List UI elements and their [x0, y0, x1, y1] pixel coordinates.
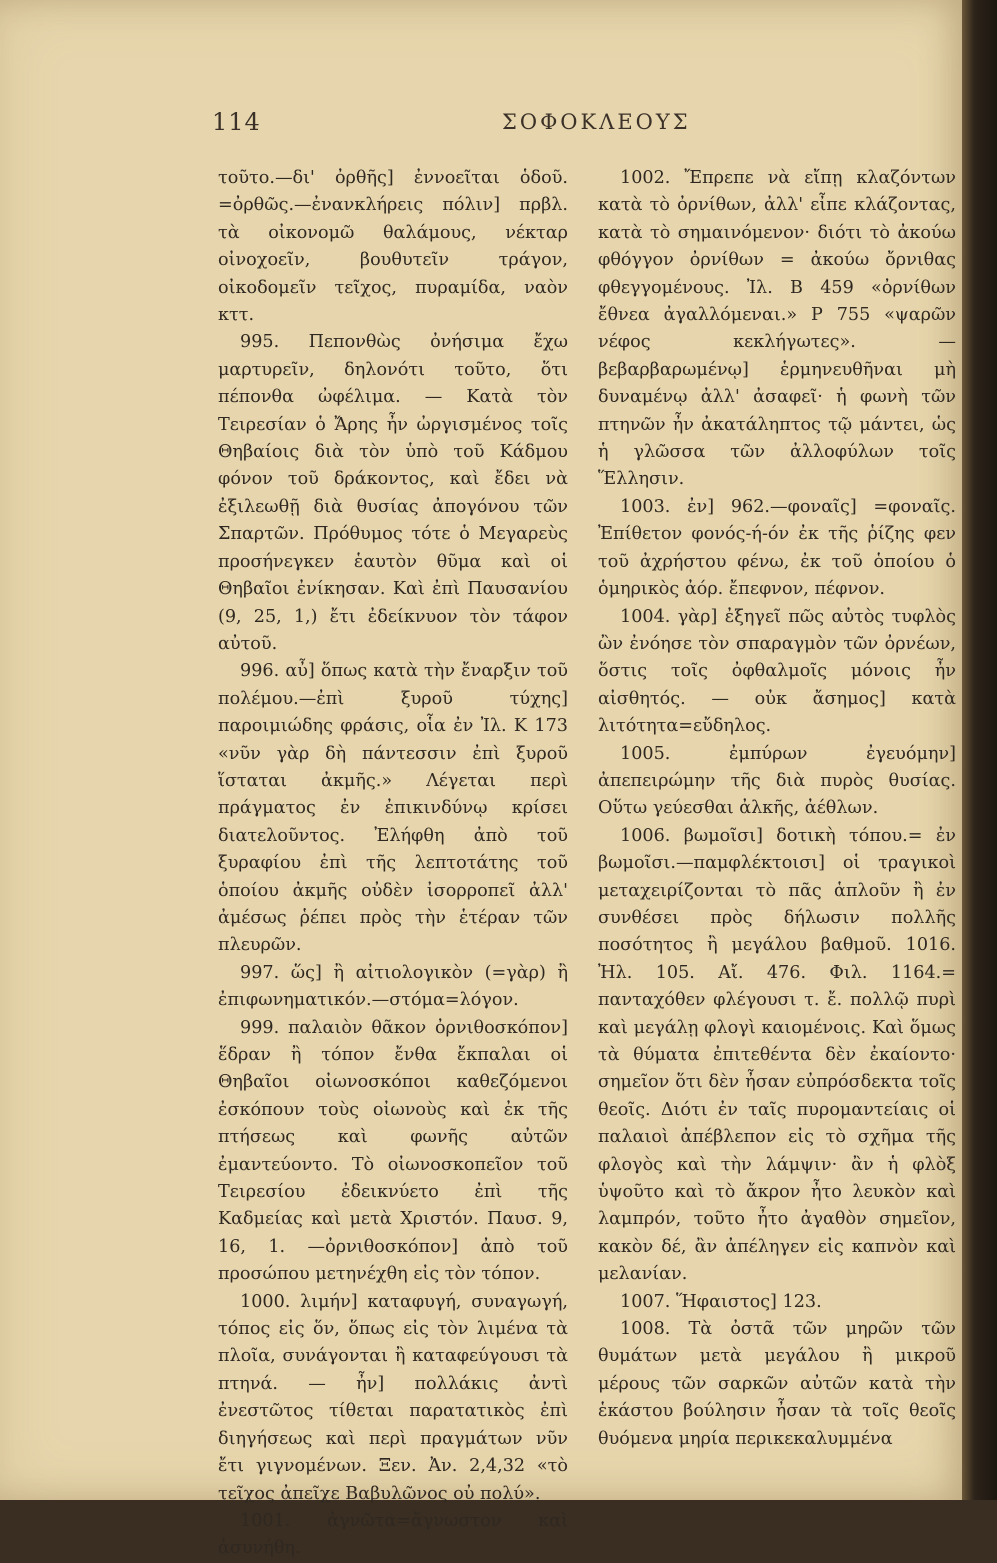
commentary-paragraph: 996. αὖ] ὅπως κατὰ τὴν ἔναρξιν τοῦ πολέμου.—ἐπὶ ξυροῦ τύχης] παροιμιώδης φράσις, οἷα ἐν Ἰλ. Κ 173 «νῦν γὰρ δὴ πάντεσσιν ἐπὶ ξυροῦ ἵσταται ἀκμῆς.» Λέγεται περὶ πράγματος ἐν ἐπικινδύνῳ κρίσει διατελοῦντος. Ἐλήφθη ἀπὸ τοῦ ξυραφίου ἐπὶ τῆς λεπτοτάτης τοῦ ὁποίου ἀκμῆς οὐδὲν ἰσορροπεῖ ἀλλ' ἀμέσως ῥέπει πρὸς τὴν ἑτέραν τῶν πλευρῶν.: [218, 661, 568, 956]
commentary-paragraph: 999. παλαιὸν θᾶκον ὀρνιθοσκόπον] ἕδραν ἢ τόπον ἔνθα ἔκπαλαι οἱ Θηβαῖοι οἰωνοσκόποι καθεζόμενοι ἐσκόπουν τοὺς οἰωνοὺς καὶ ἐκ τῆς πτήσεως καὶ φωνῆς αὐτῶν ἐμαντεύοντο. Τὸ οἰωνοσκοπεῖον τοῦ Τειρεσίου ἐδεικνύετο ἐπὶ τῆς Καδμείας καὶ μετὰ Χριστόν. Παυσ. 9, 16, 1. —ὀρνιθοσκόπον] ἀπὸ τοῦ προσώπου μετηνέχθη εἰς τὸν τόπον.: [218, 1017, 568, 1285]
book-spine-edge: [962, 0, 997, 1500]
commentary-paragraph: 1005. ἐμπύρων ἐγευόμην] ἀπεπειρώμην τῆς διὰ πυρὸς θυσίας. Οὕτω γεύεσθαι ἀλκῆς, ἀέθλων.: [598, 743, 956, 819]
left-column: [218, 165, 568, 1563]
commentary-paragraph: 997. ὥς] ἢ αἰτιολογικὸν (=γὰρ) ἢ ἐπιφωνηματικόν.—στόμα=λόγον.: [218, 962, 568, 1011]
commentary-paragraph: 1003. ἐν] 962.—φοναῖς] =φοναῖς. Ἐπίθετον φονός-ή-όν ἐκ τῆς ῥίζης φεν τοῦ ἀχρήστου φένω, ἐκ τοῦ ὁποίου ὁ ὁμηρικὸς ἀόρ. ἔπεφνον, πέφνον.: [598, 496, 956, 600]
commentary-paragraph: 1007. Ἥφαιστος] 123.: [620, 1291, 822, 1312]
running-title: ΣΟΦΟΚΛΕΟΥΣ: [502, 110, 691, 134]
commentary-paragraph: 1004. γὰρ] ἐξηγεῖ πῶς αὐτὸς τυφλὸς ὢν ἐνόησε τὸν σπαραγμὸν τῶν ὀρνέων, ὅστις τοῖς ὀφθαλμοῖς μόνοις ἦν αἰσθητός. — οὐκ ἄσημος] κατὰ λιτότητα=εὔδηλος.: [598, 606, 956, 737]
commentary-paragraph: 995. Πεπονθὼς ὀνήσιμα ἔχω μαρτυρεῖν, δηλονότι τοῦτο, ὅτι πέπονθα ὠφέλιμα. — Κατὰ τὸν Τειρεσίαν ὁ Ἄρης ἦν ὠργισμένος τοῖς Θηβαίοις διὰ τὸν ὑπὸ τοῦ Κάδμου φόνον τοῦ δράκοντος, καὶ ἔδει νὰ ἐξιλεωθῇ διὰ θυσίας ἀπογόνου τῶν Σπαρτῶν. Πρόθυμος τότε ὁ Μεγαρεὺς προσήνεγκεν ἑαυτὸν θῦμα καὶ οἱ Θηβαῖοι ἐνίκησαν. Καὶ ἐπὶ Παυσανίου (9, 25, 1,) ἔτι ἐδείκνυον τὸν τάφον αὐτοῦ.: [218, 332, 568, 654]
commentary-paragraph: 1000. λιμήν] καταφυγή, συναγωγή, τόπος εἰς ὅν, ὅπως εἰς τὸν λιμένα τὰ πλοῖα, συνάγονται ἢ καταφεύγουσι τὰ πτηνά. — ἦν] πολλάκις ἀντὶ ἐνεστῶτος τίθεται παρατατικὸς ἐπὶ διηγήσεως καὶ περὶ πραγμάτων νῦν ἔτι γιγνομένων. Ξεν. Ἀν. 2,4,32 «τὸ τεῖχος ἀπεῖχε Βαβυλῶνος οὐ πολύ».: [218, 1291, 568, 1504]
page-number: 114: [212, 108, 261, 136]
commentary-paragraph: 1006. βωμοῖσι] δοτικὴ τόπου.= ἐν βωμοῖσι.—παμφλέκτοισι] οἱ τραγικοὶ μεταχειρίζονται τὸ πᾶς ἁπλοῦν ἢ ἐν συνθέσει πρὸς δήλωσιν πολλῆς ποσότητος ἢ μεγάλου βαθμοῦ. 1016. Ἠλ. 105. Αἴ. 476. Φιλ. 1164.= πανταχόθεν φλέγουσι τ. ἔ. πολλῷ πυρὶ καὶ μεγάλῃ φλογὶ καιομένοις. Καὶ ὅμως τὰ θύματα ἐπιτεθέντα δὲν ἐκαίοντο· σημεῖον ὅτι δὲν ἦσαν εὐπρόσδεκτα τοῖς θεοῖς. Διότι ἐν ταῖς πυρομαντείαις οἱ παλαιοὶ ἀπέβλεπον εἰς τὸ σχῆμα τῆς φλογὸς καὶ τὴν λάμψιν· ἂν ἡ φλὸξ ὑψοῦτο καὶ τὸ ἄκρον ἦτο λευκὸν καὶ λαμπρόν, τοῦτο ἦτο ἀγαθὸν σημεῖον, κακὸν δέ, ἂν ἀπέληγεν εἰς καπνὸν καὶ μελανίαν.: [598, 825, 956, 1285]
commentary-paragraph: 1002. Ἔπρεπε νὰ εἴπῃ κλαζόντων κατὰ τὸ ὀρνίθων, ἀλλ' εἶπε κλάζοντας, κατὰ τὸ σημαινόμενον· διότι τὸ ἀκούω φθόγγον ὀρνίθων = ἀκούω ὄρνιθας φθεγγομένους. Ἰλ. Β 459 «ὀρνίθων ἔθνεα ἀγαλλόμεναι.» Ρ 755 «ψαρῶν νέφος κεκλήγωτες». — βεβαρβαρωμένῳ] ἑρμηνευθῆναι μὴ δυναμένῳ ἀλλ' ἀσαφεῖ· ἡ φωνὴ τῶν πτηνῶν ἦν ἀκατάληπτος τῷ μάντει, ὡς ἡ γλῶσσα τῶν ἀλλοφύλων τοῖς Ἕλλησιν.: [598, 168, 956, 490]
right-column: [598, 165, 956, 1453]
commentary-paragraph: 1001. ἀγνῶτα=ἄγνωστον καὶ ἀσυνήθη.: [218, 1510, 568, 1559]
commentary-paragraph: 1008. Τὰ ὀστᾶ τῶν μηρῶν τῶν θυμάτων μετὰ μεγάλου ἢ μικροῦ μέρους τῶν σαρκῶν αὐτῶν κατὰ τὴν ἑκάστου βούλησιν ἦσαν τὰ τοῖς θεοῖς θυόμενα μηρία περικεκαλυμμένα: [598, 1319, 956, 1449]
commentary-paragraph: τοῦτο.—δι' ὀρθῆς] ἐννοεῖται ὁδοῦ. =ὀρθῶς.—ἐνανκλήρεις πόλιν] πρβλ. τὰ οἰκονομῶ θαλάμους, νέκταρ οἰνοχοεῖν, βουθυτεῖν τράγον, οἰκοδομεῖν τεῖχος, πυραμίδα, ναὸν κττ.: [218, 168, 568, 326]
